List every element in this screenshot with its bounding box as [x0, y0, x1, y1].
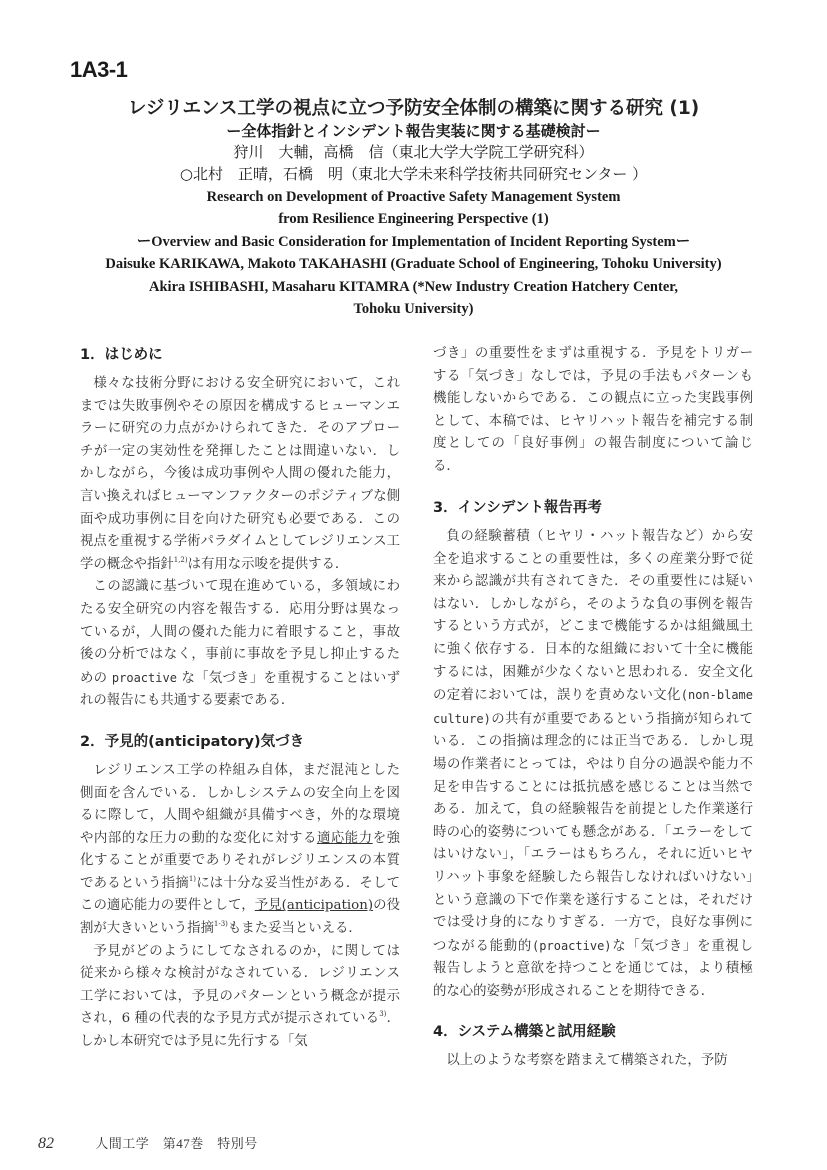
- term: (proactive): [532, 938, 612, 953]
- journal-name: 人間工学 第47巻 特別号: [95, 1136, 258, 1151]
- citation: 1,2): [173, 555, 188, 564]
- section-4-heading: 4．システム構築と試用経験: [433, 1024, 616, 1041]
- paragraph-text: の役割が大きいという指摘: [80, 898, 401, 937]
- section-2-heading: 2．予見的(anticipatory)気づき: [80, 733, 305, 750]
- paragraph-text: 予見がどのようにしてなされるのか，に関しては従来から様々な検討がなされている．レジリエンス工学においては，予見のパターンという概念が提示され，6 種の代表的な予見方式が提示されている: [80, 943, 400, 1027]
- paragraph-text: もまた妥当といえる．: [227, 921, 362, 937]
- left-column: [80, 343, 400, 1054]
- underlined-term: 適応能力: [316, 830, 373, 846]
- paragraph-text: な「気づき」を重視することはいずれの報告にも共通する要素である．: [80, 670, 401, 709]
- paragraph-text: ．しかし本研究では予見に先行する「気: [80, 1011, 400, 1050]
- section-3-heading: 3．インシデント報告再考: [433, 500, 602, 516]
- right-column: [433, 343, 753, 1073]
- page-number: 82: [38, 1135, 54, 1152]
- section-1-paragraph-1: [80, 373, 400, 576]
- citation: 3): [379, 1010, 387, 1019]
- section-1-paragraph-2: [80, 576, 400, 713]
- term: proactive: [111, 670, 177, 685]
- japanese-subtitle: ー全体指針とインシデント報告実装に関する基礎検討ー: [226, 122, 601, 140]
- paragraph-text: この認識に基づいて現在進めている，多領域にわたる安全研究の内容を報告する．応用分野は異なっているが，人間の優れた能力に着眼すること，事故後の分析ではなく，事前に事故を予見し抑止するための: [80, 579, 400, 686]
- japanese-authors-line-1: 狩川 大輔，高橋 信（東北大学大学院工学研究科）: [233, 143, 594, 161]
- paragraph-text: レジリエンス工学の枠組み自体，まだ混沌とした側面を含んでいる．しかしシステムの安全向上を図るに際して，人間や組織が具備すべき，外的な環境や内部的な圧力の動的な変化に対する: [80, 762, 400, 846]
- paragraph-text: には十分な妥当性がある．そしてこの適応能力の要件として，: [80, 875, 401, 914]
- paragraph-text: は有用な示唆を提供する．: [187, 556, 349, 572]
- english-authors-line-3: Tohoku University): [353, 301, 474, 318]
- paragraph-text: 負の経験蓄積（ヒヤリ・ハット報告など）から安全を追求することの重要性は，多くの産業分野で従来から認識が共有されてきた．その重要性には疑いはない．しかしながら，そのような負の事例を報告するという方式が，どこまで機能するかは組織風土に強く依存する．日本的な組織において十全に機能するには，困難が少なくないと思われる．安全文化の定着においては，誤りを責めない文化: [433, 529, 753, 704]
- section-4-paragraph-1: 以上のような考察を踏まえて構築された，予防: [446, 1053, 728, 1069]
- citation: 1-3): [213, 920, 228, 929]
- english-title-line-2: from Resilience Engineering Perspective (1): [278, 211, 549, 228]
- japanese-authors-line-2: ○北村 正晴，石橋 明（東北大学未来科学技術共同研究センター ）: [179, 165, 648, 183]
- paragraph-text: を強化することが重要でありそれがレジリエンスの本質であるという指摘: [80, 830, 401, 891]
- page-footer: [38, 1133, 258, 1153]
- underlined-term: 予見(anticipation): [254, 898, 374, 914]
- english-title-line-1: Research on Development of Proactive Safety Management System: [206, 189, 621, 205]
- term: (non-blame culture): [433, 688, 753, 726]
- english-header: [60, 186, 767, 320]
- citation: 1): [188, 874, 196, 883]
- section-2-continuation: づき」の重要性をまずは重視する．予見をトリガーする「気づき」なしでは，予見の手法もパターンも機能しないからである．この観点に立った実践事例として、本稿では、ヒヤリハット報告を補完する制度としての「良好事例」の報告制度について論じる．: [433, 346, 753, 474]
- section-2-paragraph-1: [80, 760, 400, 941]
- paper-header: [60, 97, 767, 320]
- japanese-title: レジリエンス工学の視点に立つ予防安全体制の構築に関する研究 (1): [127, 98, 700, 119]
- english-authors-line-2: Akira ISHIBASHI, Masaharu KITAMRA (*New Industry Creation Hatchery Center,: [149, 278, 678, 295]
- english-authors-line-1: Daisuke KARIKAWA, Makoto TAKAHASHI (Graduate School of Engineering, Tohoku University): [105, 256, 722, 273]
- section-1-heading: 1．はじめに: [80, 347, 163, 363]
- section-3-paragraph-1: [433, 526, 753, 1003]
- section-2-paragraph-2: [80, 941, 400, 1054]
- english-subtitle: ーOverview and Basic Consideration for Implementation of Incident Reporting Systemー: [136, 233, 691, 250]
- paragraph-text: の共有が重要であるという指摘が知られている．この指摘は理念的には正当である．しかし現場の作業者にとっては，やはり自分の過誤や能力不足を申告することには抵抗感を感じることは当然である．加えて，負の経験報告を前提とした作業遂行時の心的姿勢についても懸念がある．「エラーをしてはいけない」，「エラーはもちろん，それに近いヒヤリハット事象を経験したら報告しなければいけない」という意識の下で作業を遂行することは，それだけでは受け身的になりすぎる．一方で，良好な事例につながる能動的: [433, 711, 753, 954]
- paragraph-text: な「気づき」を重視し報告しようと意欲を持つことを通じては，より積極的な心的姿勢が形成されることを期待できる．: [433, 938, 754, 999]
- session-id: 1A3-1: [70, 57, 128, 82]
- paragraph-text: 様々な技術分野における安全研究において，これまでは失敗事例やその原因を構成するヒューマンエラーに研究の力点がかけられてきた．そのアプローチが一定の実効性を発揮したことは間違いない．しかしながら，今後は成功事例や人間の優れた能力，言い換えればヒューマンファクターのポジティブな側面や成功事例に目を向けた研究も必要である．この視点を重視する学術パラダイムとしてレジリエンス工学の概念や指針: [80, 376, 400, 572]
